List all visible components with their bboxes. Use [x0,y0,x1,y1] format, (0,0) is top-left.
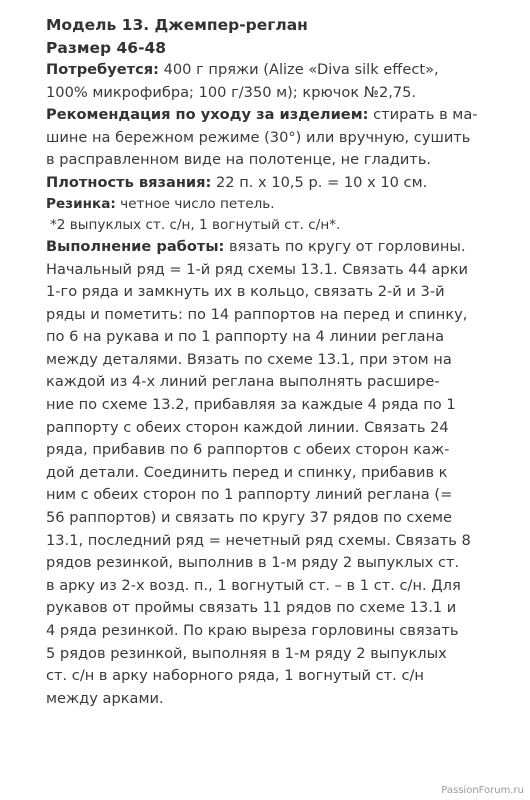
work-body [46,259,508,711]
work-line: 1-го ряда и замкнуть их в кольцо, связать 2-й и 3-й [46,283,445,301]
work-line: в арку из 2-х возд. п., 1 вогнутый ст. – в 1 ст. с/н. Для [46,576,461,594]
care-line-3: в расправленном виде на полотенце, не гладить. [46,151,432,168]
work-text-first: вязать по кругу от горловины. [224,238,466,255]
size-heading: Размер 46-48 [46,38,167,57]
work-line: 56 раппортов) и связать по кругу 37 рядов по схеме [46,509,453,527]
work-line: ряда, прибавив по 6 раппортов с обеих сторон каж- [46,441,450,459]
work-line: ст. с/н в арку наборного ряда, 1 вогнутый ст. с/н [46,667,424,685]
work-line: 4 ряда резинкой. По краю выреза горловины связать [46,622,459,639]
care-label: Рекомендация по уходу за изделием: [46,106,369,123]
work-line: между деталями. Вязать по схеме 13.1, при этом на [46,350,452,368]
care-text-1: стирать в ма- [368,106,478,123]
work-line: ряды и пометить: по 14 раппортов на перед и спинку, [46,305,468,323]
care-line-1 [46,104,508,127]
density-line [46,172,508,195]
work-line: рядов резинкой, выполнив в 1-м ряду 2 выпуклых ст. [46,554,460,572]
work-line: 5 рядов резинкой, выполняя в 1-м ряду 2 выпуклых [46,644,447,662]
work-line: каждой из 4-х линий реглана выполнять расшире- [46,373,440,391]
rib-pattern: *2 выпуклых ст. с/н, 1 вогнутый ст. с/н*. [50,217,341,233]
work-line: ним с обеих сторон по 1 раппорту линий реглана (= [46,486,453,504]
materials-text-1: 400 г пряжи (Alize «Diva silk effect», [158,61,439,78]
density-label: Плотность вязания: [46,173,212,191]
work-line: ние по схеме 13.2, прибавляя за каждые 4 ряда по 1 [46,396,456,414]
work-line: по 6 на рукава и по 1 раппорту на 4 линии реглана [46,328,445,346]
materials-line-1 [46,59,508,82]
watermark: PassionForum.ru [441,785,524,796]
rib-line [46,194,508,215]
work-line: рукавов от проймы связать 11 рядов по схеме 13.1 и [46,599,457,617]
density-text: 22 п. х 10,5 р. = 10 х 10 см. [211,173,428,191]
care-line-2: шине на бережном режиме (30°) или вручную, сушить [46,128,471,146]
rib-text: четное число петель. [115,196,275,212]
model-title: Модель 13. Джемпер-реглан [46,16,308,34]
document-page [46,14,508,710]
work-line: между арками. [46,689,164,707]
work-label: Выполнение работы: [46,238,225,255]
materials-line-2: 100% микрофибра; 100 г/350 м); крючок №2,75. [46,83,417,101]
materials-label: Потребуется: [46,61,159,78]
work-line: Начальный ряд = 1-й ряд схемы 13.1. Связать 44 арки [46,260,468,278]
work-line: раппорту с обеих сторон каждой линии. Связать 24 [46,418,449,436]
work-line: дой детали. Соединить перед и спинку, прибавив к [46,463,448,481]
work-line: 13.1, последний ряд = нечетный ряд схемы. Связать 8 [46,531,471,549]
work-line-first [46,236,508,259]
rib-label: Резинка: [46,196,116,212]
